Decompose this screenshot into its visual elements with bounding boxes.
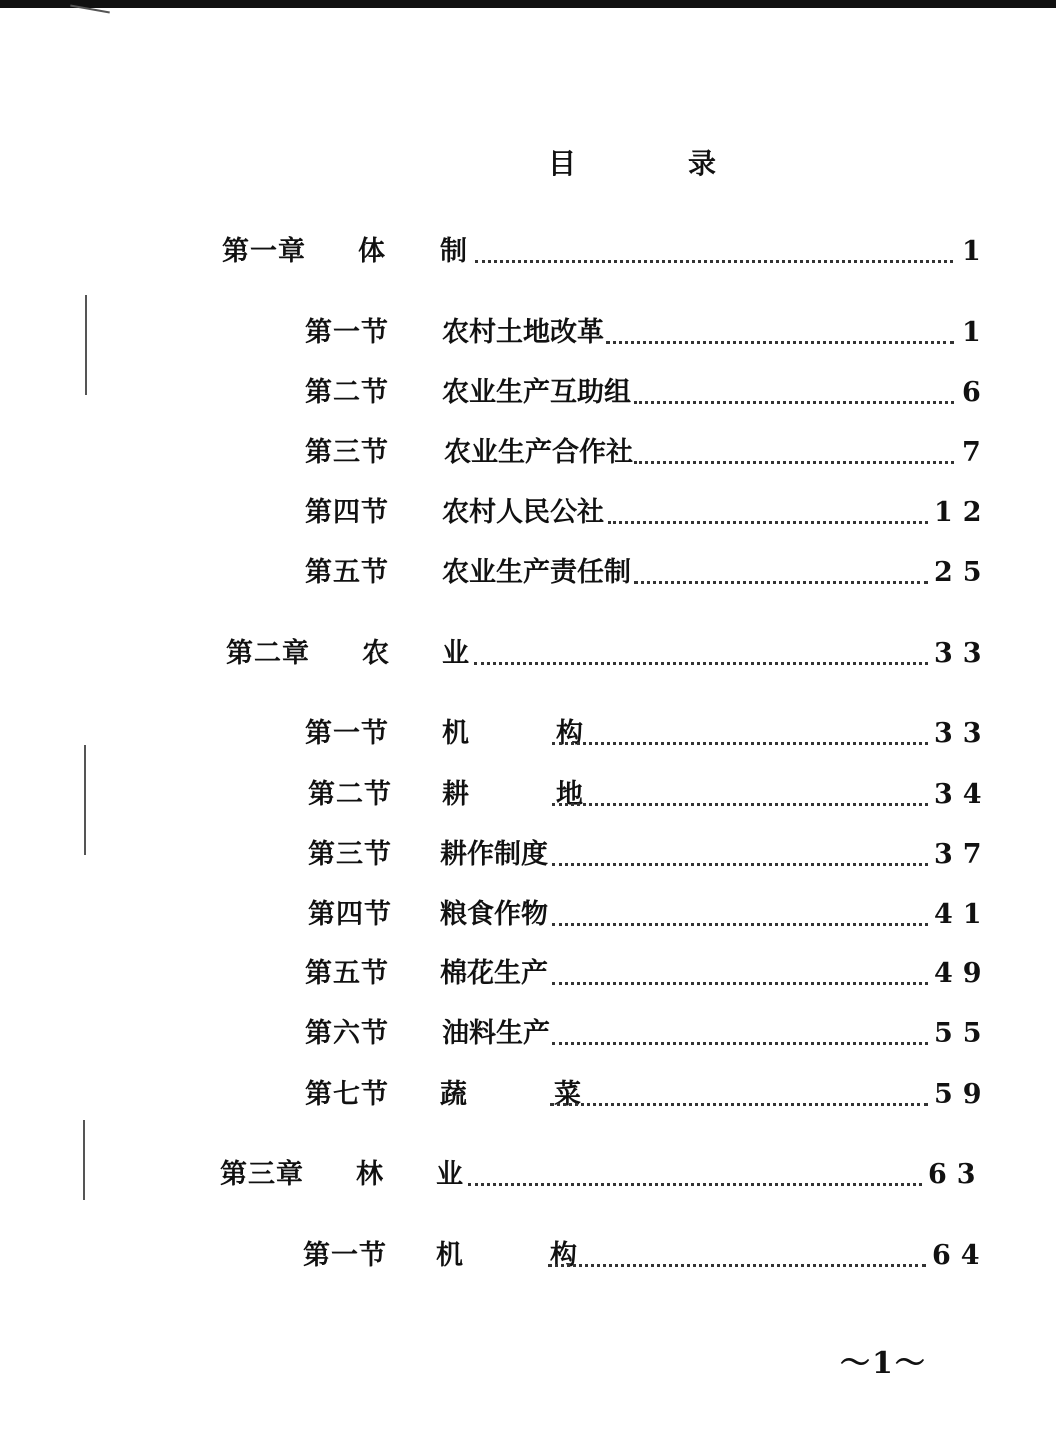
chapter-subject: 体 [358,236,385,267]
dot-leader [552,863,928,866]
toc-section-row[interactable] [308,775,392,815]
dot-leader [552,803,928,806]
chapter-page: 63 [928,1159,986,1190]
chapter-title: 业 [442,638,469,669]
section-title: 粮食作物 [440,899,548,930]
toc-section-row[interactable] [305,493,389,533]
section-label: 第三节 [305,437,389,468]
section-label: 第三节 [308,839,392,870]
section-title: 耕 地 [442,779,613,810]
toc-chapter-title [436,1155,463,1195]
scan-edge-bar [0,0,1056,8]
chapter-subject: 林 [356,1159,383,1190]
section-label: 第一节 [303,1240,387,1271]
toc-page-number [934,1014,992,1054]
toc-page-number [934,1075,992,1115]
toc-page-number [962,232,981,272]
toc-section-title [442,775,613,815]
section-title: 机 构 [442,718,613,749]
toc-page-number [934,954,992,994]
toc-page-number [962,373,981,413]
dot-leader [634,401,954,404]
section-title: 油料生产 [442,1018,550,1049]
toc-chapter-subject [356,1155,383,1195]
page-title [548,142,828,182]
section-label: 第五节 [305,958,389,989]
section-title: 棉花生产 [440,958,548,989]
chapter-subject: 农 [362,638,389,669]
section-page: 37 [934,839,992,870]
dot-leader [475,260,953,263]
section-title: 农业生产互助组 [442,377,631,408]
scan-mark [84,745,86,855]
section-title: 农业生产责任制 [442,557,631,588]
toc-section-row[interactable] [305,1014,389,1054]
page-title-char: 目 [548,147,577,180]
section-label: 第四节 [308,899,392,930]
dot-leader [550,1103,928,1106]
section-title: 农村土地改革 [442,317,604,348]
section-page: 59 [934,1079,992,1110]
section-page: 1 [962,317,981,348]
toc-section-row[interactable] [305,714,389,754]
section-page: 49 [934,958,992,989]
section-page: 12 [934,497,992,528]
toc-section-row[interactable] [305,313,389,353]
section-page: 55 [934,1018,992,1049]
section-label: 第四节 [305,497,389,528]
toc-section-row[interactable] [305,373,389,413]
chapter-title: 制 [440,236,467,267]
page-number-footer: ～1～ [840,1346,927,1381]
toc-section-title [440,954,548,994]
section-page: 25 [934,557,992,588]
section-title: 农业生产合作社 [444,437,633,468]
section-label: 第七节 [305,1079,389,1110]
toc-chapter-row[interactable] [226,634,310,674]
toc-chapter-subject [362,634,389,674]
toc-section-title [440,835,548,875]
toc-section-row[interactable] [305,954,389,994]
section-page: 64 [932,1240,990,1271]
chapter-label: 第二章 [226,638,310,669]
toc-chapter-subject [358,232,385,272]
toc-section-row[interactable] [308,895,392,935]
section-title: 耕作制度 [440,839,548,870]
toc-section-title [440,1075,611,1115]
section-title: 机 构 [436,1240,607,1271]
page-title-char: 录 [688,147,717,180]
dot-leader [634,581,928,584]
dot-leader [552,1042,928,1045]
dot-leader [552,982,928,985]
toc-section-title [442,714,613,754]
toc-section-row[interactable] [305,433,389,473]
toc-page-number [934,553,992,593]
dot-leader [474,662,928,665]
toc-section-title [442,313,604,353]
section-page: 7 [962,437,981,468]
section-label: 第五节 [305,557,389,588]
dot-leader [608,521,928,524]
scan-mark [83,1120,85,1200]
toc-section-title [442,373,631,413]
section-label: 第一节 [305,718,389,749]
toc-page-number [962,433,981,473]
toc-section-row[interactable] [305,553,389,593]
toc-section-title [444,433,633,473]
toc-chapter-row[interactable] [222,232,306,272]
section-page: 34 [934,779,992,810]
section-page: 33 [934,718,992,749]
section-title: 蔬 菜 [440,1079,611,1110]
toc-page-number [934,775,992,815]
section-page: 6 [962,377,981,408]
toc-page-number [962,313,981,353]
chapter-label: 第一章 [222,236,306,267]
section-title: 农村人民公社 [442,497,604,528]
toc-page-number [934,714,992,754]
toc-page-number [934,835,992,875]
toc-page-number [928,1155,986,1195]
section-label: 第二节 [305,377,389,408]
dot-leader [552,923,928,926]
dot-leader [606,341,954,344]
chapter-page: 33 [934,638,992,669]
toc-chapter-row[interactable] [220,1155,304,1195]
toc-chapter-title [442,634,469,674]
toc-section-title [442,1014,550,1054]
toc-section-title [442,553,631,593]
toc-section-title [436,1236,607,1276]
toc-page-number [934,895,992,935]
toc-section-row[interactable] [305,1075,389,1115]
toc-section-row[interactable] [308,835,392,875]
toc-chapter-title [440,232,467,272]
section-page: 41 [934,899,992,930]
dot-leader [548,1264,926,1267]
toc-page-number [932,1236,990,1276]
chapter-page: 1 [962,236,981,267]
chapter-label: 第三章 [220,1159,304,1190]
toc-section-title [442,493,604,533]
chapter-title: 业 [436,1159,463,1190]
dot-leader [634,461,954,464]
dot-leader [552,742,928,745]
toc-page-number [934,493,992,533]
dot-leader [468,1183,922,1186]
scan-mark [85,295,87,395]
toc-section-row[interactable] [303,1236,387,1276]
toc-page-number [934,634,992,674]
section-label: 第一节 [305,317,389,348]
section-label: 第六节 [305,1018,389,1049]
toc-section-title [440,895,548,935]
section-label: 第二节 [308,779,392,810]
